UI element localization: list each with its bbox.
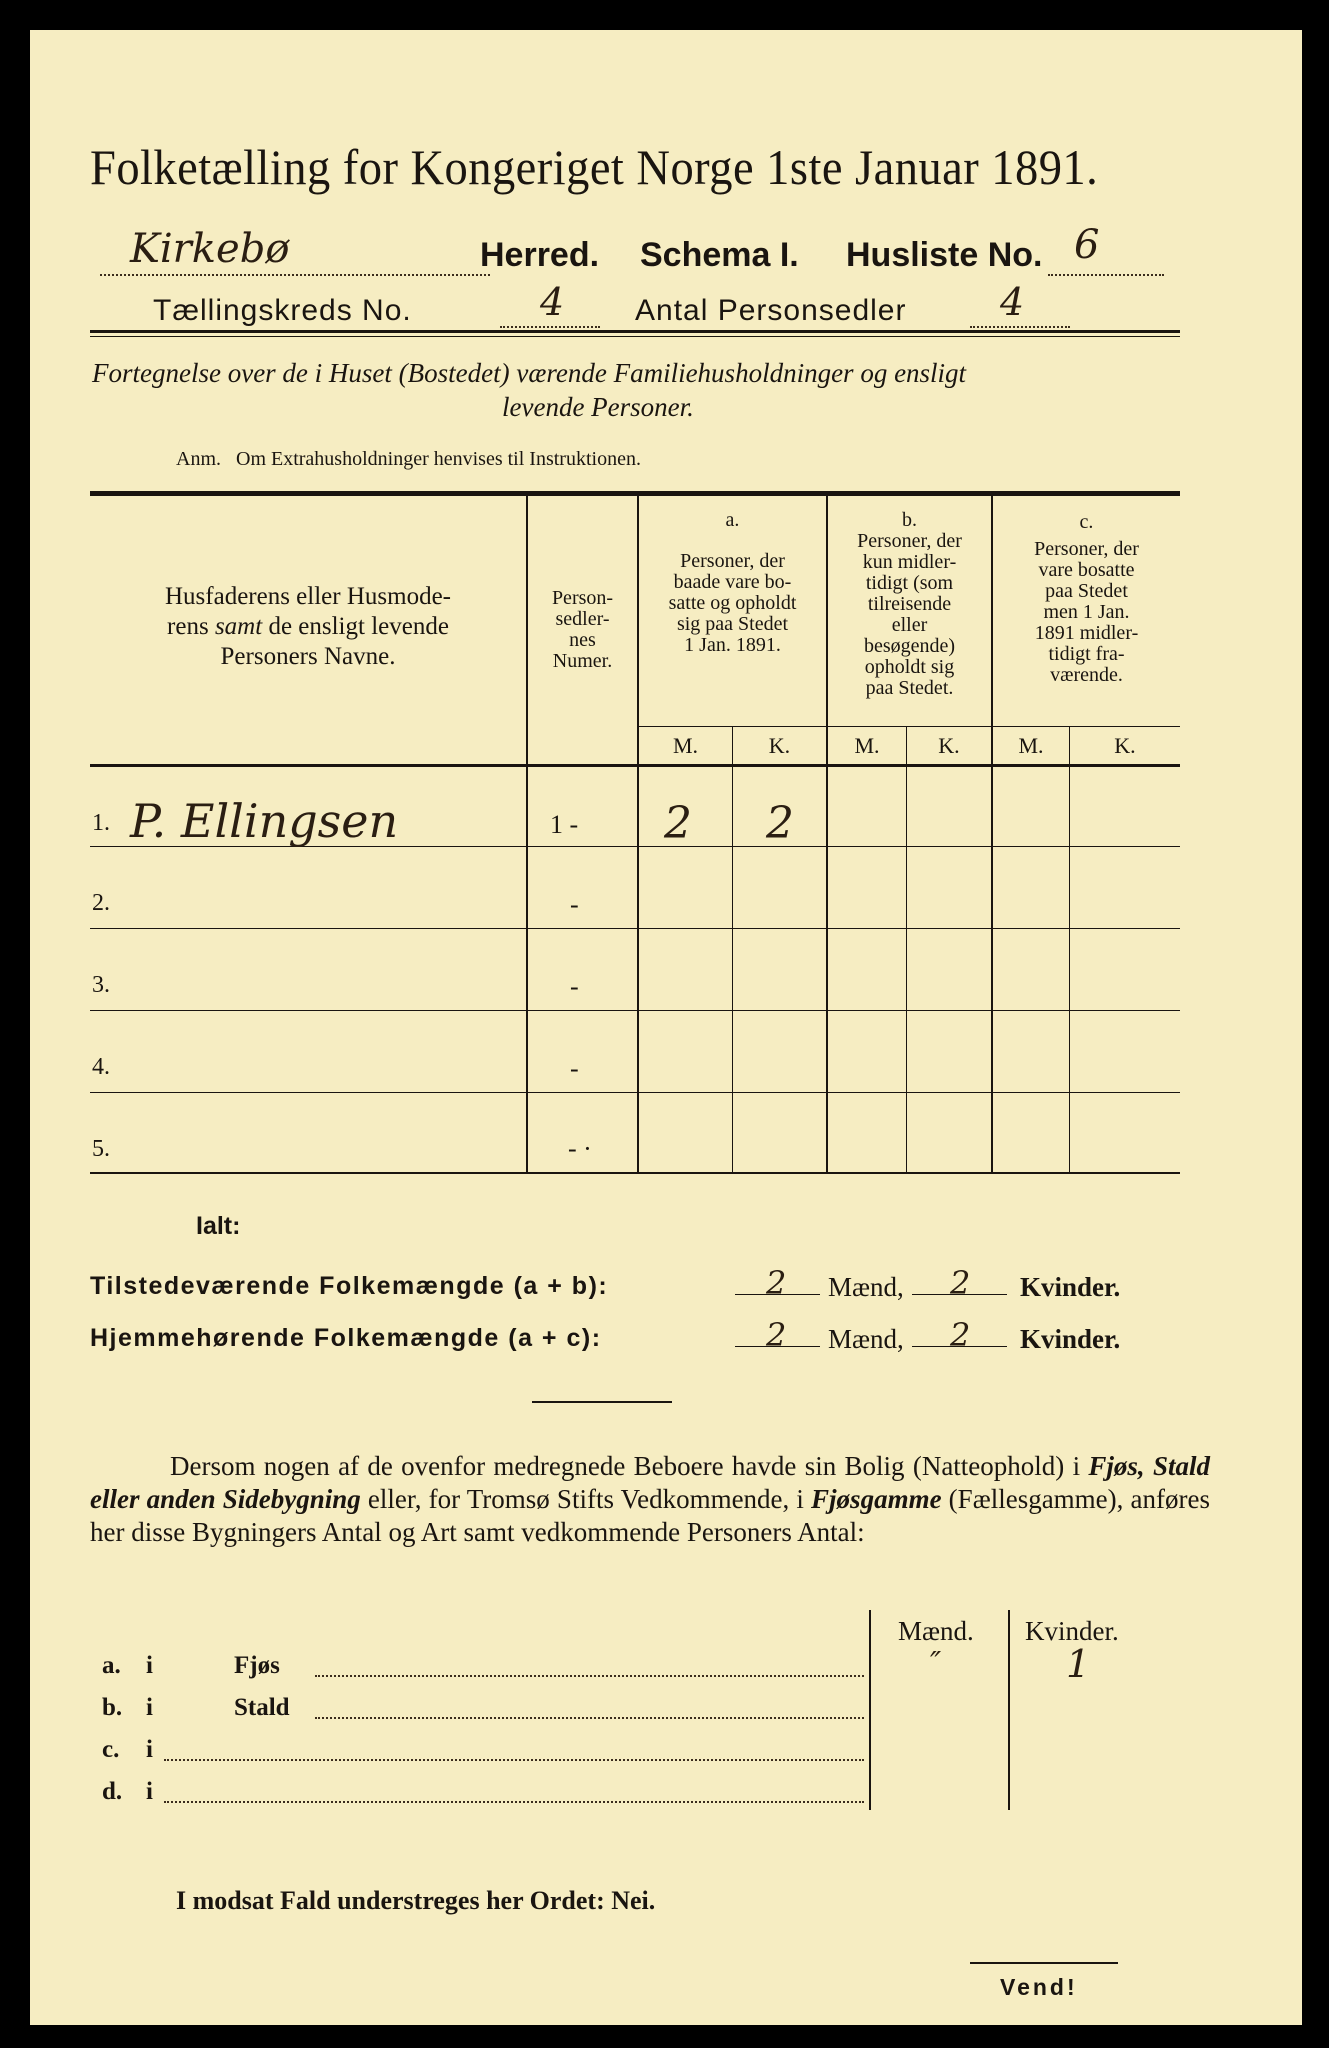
- herred-value: Kirkebø: [130, 226, 290, 272]
- col-c-m: M.: [1018, 733, 1044, 758]
- col-b-k: K.: [938, 733, 960, 758]
- antal-value: 4: [1000, 280, 1025, 324]
- bld-row-a-i: i: [146, 1652, 153, 1679]
- bld-row-d-dots: [164, 1801, 864, 1803]
- ialt-label: Ialt:: [196, 1212, 241, 1240]
- husliste-value: 6: [1074, 222, 1100, 268]
- col-c-line4: men 1 Jan.: [1043, 601, 1130, 623]
- col-c-header: [993, 512, 1180, 686]
- table-header-rule: [90, 764, 1180, 767]
- bld-row-d-i: i: [146, 1778, 153, 1805]
- row-line-2: [90, 928, 1180, 929]
- col-b-line2: kun midler-: [862, 551, 957, 573]
- col-c-line3: paa Stedet: [1045, 580, 1128, 602]
- bld-row-c-letter: c.: [102, 1736, 120, 1763]
- vend-label: Vend!: [1000, 1974, 1078, 2000]
- row-num-5: - ·: [568, 1134, 592, 1163]
- bld-divider-1: [869, 1610, 871, 1810]
- bld-row-b-letter: b.: [102, 1694, 123, 1721]
- col-num-line2: sedler-: [555, 608, 610, 630]
- total-line-2-kvinder: Kvinder.: [1020, 1324, 1121, 1354]
- total-line-1-k: 2: [950, 1264, 971, 1302]
- total-line-2: [90, 1316, 1190, 1360]
- total-line-1-maend: Mænd,: [828, 1272, 904, 1302]
- col-num-line4: Numer.: [552, 650, 613, 672]
- col-name-line2: rens samt de ensligt levende: [167, 613, 449, 640]
- col-name-line1: Husfaderens eller Husmode-: [164, 583, 451, 610]
- total-line-1-kvinder: Kvinder.: [1020, 1272, 1121, 1302]
- total-line-2-k: 2: [950, 1316, 971, 1354]
- bld-row-c-i: i: [146, 1736, 153, 1763]
- col-b-line4: tilreisende: [867, 593, 952, 615]
- intro-line1: Fortegnelse over de i Huset (Bostedet) værende Familiehusholdninger og ensligt: [92, 358, 967, 388]
- row-line-4: [90, 1092, 1180, 1093]
- header-rule: [90, 330, 1180, 333]
- bld-divider-2: [1008, 1610, 1010, 1810]
- col-a-header: [639, 510, 826, 656]
- col-c-line7: værende.: [1050, 664, 1123, 686]
- footer-note: I modsat Fald understreges her Ordet: Nei.: [176, 1886, 656, 1915]
- col-a-line2: baade vare bo-: [673, 571, 792, 593]
- husliste-field: [1048, 222, 1164, 276]
- total-line-1: [90, 1264, 1190, 1308]
- col-a-line3: satte og opholdt: [668, 592, 797, 614]
- col-b-line1: Personer, der: [857, 530, 962, 552]
- note-text: Om Extrahusholdninger henvises til Instruktionen.: [236, 448, 641, 470]
- row-line-3: [90, 1010, 1180, 1011]
- col-c-letter: c.: [1079, 511, 1094, 533]
- antal-field: [970, 280, 1070, 328]
- schema-label: Schema I.: [640, 236, 799, 274]
- table-bottom-rule: [90, 1172, 1180, 1174]
- row-num-1: 1 -: [550, 810, 579, 839]
- row-num-2: -: [570, 890, 579, 919]
- bld-row-c-dots: [164, 1759, 864, 1761]
- mk-header-rule: [637, 726, 1180, 727]
- row-a-m-1: 2: [664, 798, 692, 849]
- bld-row-b-dots: [315, 1717, 864, 1719]
- col-num-line3: nes: [569, 629, 596, 651]
- col-b-m: M.: [854, 733, 880, 758]
- total-line-2-label: Hjemmehørende Folkemængde (a + c):: [90, 1324, 602, 1352]
- census-form: [30, 30, 1302, 2025]
- herred-label: Herred.: [480, 236, 600, 274]
- col-a-letter: a.: [725, 509, 740, 531]
- vend-rule: [970, 1962, 1118, 1964]
- col-c-line1: Personer, der: [1034, 538, 1139, 560]
- col-b-line6: besøgende): [863, 635, 956, 657]
- bld-row-a-letter: a.: [102, 1652, 121, 1679]
- bld-row-a-k: 1: [1066, 1642, 1091, 1686]
- intro-line2: levende Personer.: [502, 392, 694, 422]
- col-a-line4: sig paa Stedet: [676, 613, 789, 635]
- table-top-rule: [90, 491, 1180, 496]
- row-number-5: 5.: [92, 1136, 110, 1162]
- bld-row-b-label: Stald: [234, 1694, 290, 1721]
- col-a-line1: Personer, der: [680, 550, 785, 572]
- row-number-2: 2.: [92, 890, 110, 916]
- bld-row-a-label: Fjøs: [234, 1652, 280, 1679]
- kreds-field: [500, 280, 600, 328]
- col-a-line5: 1 Jan. 1891.: [684, 634, 781, 656]
- bld-col-m: Mænd.: [898, 1616, 974, 1646]
- bld-row-a-dots: [315, 1675, 864, 1677]
- col-divider-b-mk: [906, 726, 907, 1172]
- col-b-letter: b.: [902, 509, 917, 531]
- bld-col-k: Kvinder.: [1025, 1616, 1119, 1646]
- col-b-line5: eller: [891, 614, 928, 636]
- col-a-k: K.: [768, 733, 791, 758]
- bld-row-d-letter: d.: [102, 1778, 123, 1805]
- col-divider-c-mk: [1069, 726, 1070, 1172]
- col-num-line1: Person-: [551, 587, 614, 609]
- kreds-label: Tællingskreds No.: [153, 294, 412, 327]
- col-num-header: [528, 588, 637, 672]
- note: [176, 448, 641, 471]
- col-a-m: M.: [672, 733, 699, 758]
- col-b-line3: tidigt (som: [865, 572, 954, 594]
- husliste-label: Husliste No.: [846, 236, 1043, 274]
- total-line-2-maend: Mænd,: [828, 1324, 904, 1354]
- row-number-3: 3.: [92, 972, 110, 998]
- row-a-k-1: 2: [766, 798, 794, 849]
- total-line-1-m: 2: [766, 1264, 787, 1302]
- bld-row-b-i: i: [146, 1694, 153, 1721]
- header-rule-thin: [90, 336, 1180, 337]
- buildings-paragraph: Dersom nogen af de ovenfor medregnede Beboere havde sin Bolig (Natteophold) i Fjøs, Stald eller anden Sidebygning eller, for Tromsø Stifts Vedkommende, i Fjøsgamme (Fællesgamme), anføres her disse Bygningers Antal og Art samt vedkommende Personers Antal:: [90, 1451, 1210, 1547]
- separator-rule: [532, 1401, 672, 1403]
- col-name-line3: Personers Navne.: [220, 643, 396, 670]
- col-b-line8: paa Stedet.: [865, 677, 954, 699]
- kreds-value: 4: [540, 280, 565, 324]
- col-c-line2: vare bosatte: [1038, 559, 1135, 581]
- row-number-4: 4.: [92, 1054, 110, 1080]
- total-line-2-m: 2: [766, 1316, 787, 1354]
- col-b-line7: opholdt sig: [864, 656, 955, 678]
- form-title: Folketælling for Kongeriget Norge 1ste Januar 1891.: [90, 139, 1099, 195]
- col-name-header: [90, 582, 526, 672]
- col-divider-a-mk: [732, 726, 733, 1172]
- row-number-1: 1.: [92, 810, 110, 836]
- col-c-k: K.: [1114, 733, 1136, 758]
- total-line-1-label: Tilstedeværende Folkemængde (a + b):: [90, 1272, 609, 1300]
- herred-field: [100, 226, 490, 276]
- antal-label: Antal Personsedler: [635, 294, 907, 327]
- row-num-3: -: [570, 972, 579, 1001]
- note-prefix: Anm.: [176, 448, 221, 470]
- bld-row-a-m: ″: [930, 1646, 942, 1681]
- col-c-line5: 1891 midler-: [1034, 622, 1139, 644]
- col-c-line6: tidigt fra-: [1048, 643, 1125, 665]
- row-num-4: -: [570, 1054, 579, 1083]
- row-name-1: P. Ellingsen: [130, 794, 399, 848]
- col-b-header: [828, 510, 991, 699]
